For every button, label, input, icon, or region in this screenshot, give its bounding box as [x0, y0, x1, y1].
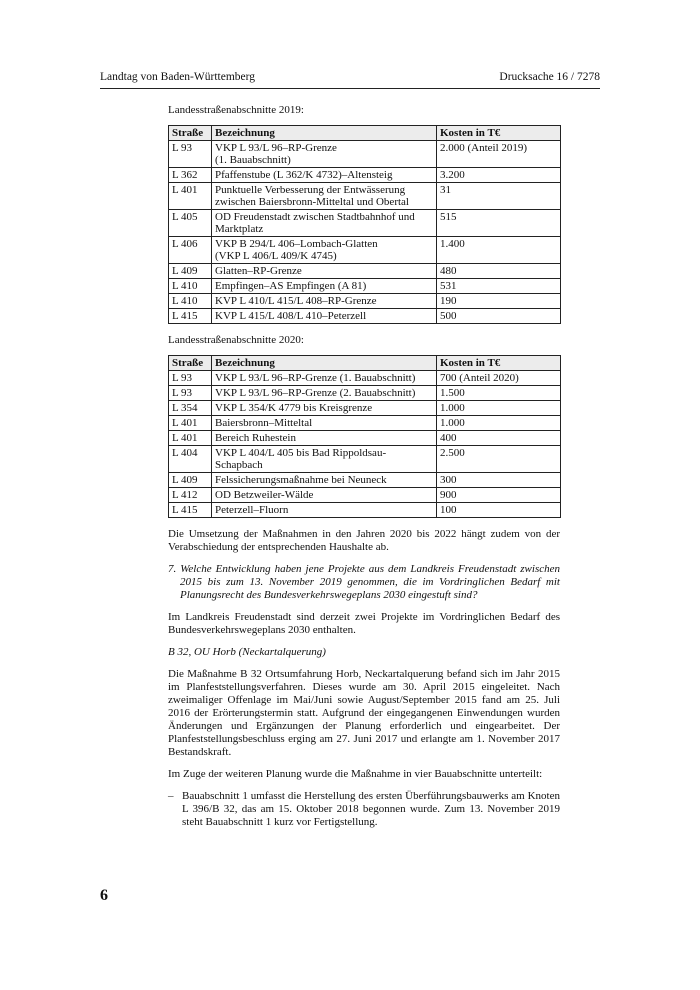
table-row: [169, 264, 561, 279]
cell-bezeichnung: Empfingen–AS Empfingen (A 81): [212, 279, 437, 294]
cell-strasse: L 410: [169, 279, 212, 294]
table-row: [169, 279, 561, 294]
subheading-b32: B 32, OU Horb (Neckartalquerung): [168, 646, 326, 658]
cell-bezeichnung: VKP L 354/K 4779 bis Kreisgrenze: [212, 401, 437, 416]
cell-strasse: L 93: [169, 141, 212, 168]
page-number: 6: [100, 887, 108, 904]
cell-strasse: L 409: [169, 473, 212, 488]
cell-kosten: 1.500: [437, 386, 561, 401]
cell-kosten: 480: [437, 264, 561, 279]
cell-strasse: L 409: [169, 264, 212, 279]
table-2019: [168, 125, 561, 324]
cell-strasse: L 404: [169, 446, 212, 473]
cell-kosten: 1.000: [437, 416, 561, 431]
cell-kosten: 900: [437, 488, 561, 503]
cell-bezeichnung: KVP L 410/L 415/L 408–RP-Grenze: [212, 294, 437, 309]
table-row: [169, 168, 561, 183]
table-row: [169, 237, 561, 264]
cell-strasse: L 401: [169, 183, 212, 210]
cell-bezeichnung: Peterzell–Fluorn: [212, 503, 437, 518]
header-rule: [100, 88, 600, 89]
cell-strasse: L 401: [169, 416, 212, 431]
cell-kosten: 100: [437, 503, 561, 518]
bullet-dash: –: [168, 790, 174, 802]
table-row: [169, 386, 561, 401]
bullet-item: [168, 790, 560, 829]
cell-kosten: 515: [437, 210, 561, 237]
cell-strasse: L 415: [169, 309, 212, 324]
cell-bezeichnung: Punktuelle Verbesserung der Entwässerung zwischen Baiersbronn-Mitteltal und Obertal: [212, 183, 437, 210]
cell-bezeichnung: OD Freudenstadt zwischen Stadtbahnhof und Marktplatz: [212, 210, 437, 237]
cell-bezeichnung: OD Betzweiler-Wälde: [212, 488, 437, 503]
header-right: Drucksache 16 / 7278: [499, 71, 600, 83]
cell-strasse: L 405: [169, 210, 212, 237]
cell-kosten: 1.000: [437, 401, 561, 416]
section-2020-title: Landesstraßenabschnitte 2020:: [168, 334, 304, 346]
table-row: [169, 141, 561, 168]
table-2019-body: [169, 141, 561, 324]
cell-bezeichnung: VKP L 93/L 96–RP-Grenze (1. Bauabschnitt): [212, 141, 437, 168]
cell-kosten: 3.200: [437, 168, 561, 183]
document-body: [168, 104, 560, 829]
cell-strasse: L 410: [169, 294, 212, 309]
cell-strasse: L 354: [169, 401, 212, 416]
paragraph-bauabschnitte: Im Zuge der weiteren Planung wurde die Maßnahme in vier Bauabschnitte unterteilt:: [168, 768, 543, 780]
table-2020-body: [169, 371, 561, 518]
cell-bezeichnung: VKP L 93/L 96–RP-Grenze (1. Bauabschnitt): [212, 371, 437, 386]
cell-kosten: 2.000 (Anteil 2019): [437, 141, 561, 168]
table-2020: [168, 355, 561, 518]
cell-strasse: L 415: [169, 503, 212, 518]
cell-kosten: 2.500: [437, 446, 561, 473]
table-row: [169, 309, 561, 324]
column-header-kosten: Kosten in T€: [437, 126, 561, 141]
paragraph-landkreis: Im Landkreis Freudenstadt sind derzeit zwei Projekte im Vordringlichen Bedarf des Bundesverkehrswegeplans 2030 enthalten.: [168, 611, 560, 636]
table-row: [169, 488, 561, 503]
cell-kosten: 31: [437, 183, 561, 210]
table-header-row: [169, 356, 561, 371]
cell-bezeichnung: VKP L 404/L 405 bis Bad Rippoldsau- Schapbach: [212, 446, 437, 473]
header-left: Landtag von Baden-Württemberg: [100, 71, 255, 83]
cell-bezeichnung: VKP L 93/L 96–RP-Grenze (2. Bauabschnitt): [212, 386, 437, 401]
table-row: [169, 431, 561, 446]
table-row: [169, 446, 561, 473]
cell-kosten: 500: [437, 309, 561, 324]
cell-strasse: L 412: [169, 488, 212, 503]
cell-kosten: 300: [437, 473, 561, 488]
table-row: [169, 371, 561, 386]
column-header-strasse: Straße: [169, 126, 212, 141]
cell-strasse: L 93: [169, 386, 212, 401]
cell-kosten: 190: [437, 294, 561, 309]
column-header-bezeichnung: Bezeichnung: [212, 126, 437, 141]
table-row: [169, 416, 561, 431]
cell-bezeichnung: KVP L 415/L 408/L 410–Peterzell: [212, 309, 437, 324]
cell-kosten: 531: [437, 279, 561, 294]
cell-bezeichnung: Pfaffenstube (L 362/K 4732)–Altensteig: [212, 168, 437, 183]
column-header-strasse: Straße: [169, 356, 212, 371]
cell-kosten: 1.400: [437, 237, 561, 264]
cell-bezeichnung: Felssicherungsmaßnahme bei Neuneck: [212, 473, 437, 488]
cell-strasse: L 362: [169, 168, 212, 183]
cell-bezeichnung: Baiersbronn–Mitteltal: [212, 416, 437, 431]
section-2019-title: Landesstraßenabschnitte 2019:: [168, 104, 304, 116]
table-row: [169, 401, 561, 416]
table-header-row: [169, 126, 561, 141]
table-row: [169, 473, 561, 488]
bullet-text: Bauabschnitt 1 umfasst die Herstellung des ersten Überführungsbauwerks am Knoten L 396/B 32, das am 15. Oktober 2018 begonnen wurde. Zum 13. November 2019 steht Bauabschnitt 1 kurz vor Fertigstellung.: [182, 790, 560, 828]
table-row: [169, 183, 561, 210]
cell-bezeichnung: Bereich Ruhestein: [212, 431, 437, 446]
cell-strasse: L 406: [169, 237, 212, 264]
table-row: [169, 294, 561, 309]
column-header-kosten: Kosten in T€: [437, 356, 561, 371]
table-row: [169, 503, 561, 518]
paragraph-massnahme-b32: Die Maßnahme B 32 Ortsumfahrung Horb, Neckartalquerung befand sich im Jahr 2015 im Planfeststellungsverfahren. Dieses wurde am 30. April 2015 eingeleitet. Nach zweimaliger Offenlage im Mai/Juni sowie August/September 2015 fand am 25. Juli 2016 der Erörterungstermin statt. Aufgrund der eingegangenen Einwendungen wurden Änderungen und Ergänzungen der Planung erforderlich und eingearbeitet. Der Planfeststellungsbeschluss erging am 27. Juni 2017 und erlangte am 1. November 2017 Bestandskraft.: [168, 668, 560, 758]
column-header-bezeichnung: Bezeichnung: [212, 356, 437, 371]
cell-bezeichnung: Glatten–RP-Grenze: [212, 264, 437, 279]
cell-bezeichnung: VKP B 294/L 406–Lombach-Glatten (VKP L 406/L 409/K 4745): [212, 237, 437, 264]
question-7: 7. Welche Entwicklung haben jene Projekte aus dem Landkreis Freudenstadt zwischen 2015 bis zum 13. November 2019 genommen, die im Vordringlichen Bedarf mit Planungsrecht des Bundesverkehrswegeplans 2030 eingestuft sind?: [168, 563, 560, 601]
table-row: [169, 210, 561, 237]
cell-strasse: L 401: [169, 431, 212, 446]
cell-strasse: L 93: [169, 371, 212, 386]
paragraph-umsetzung: Die Umsetzung der Maßnahmen in den Jahren 2020 bis 2022 hängt zudem von der Verabschiedung der entsprechenden Haushalte ab.: [168, 528, 560, 553]
cell-kosten: 400: [437, 431, 561, 446]
cell-kosten: 700 (Anteil 2020): [437, 371, 561, 386]
